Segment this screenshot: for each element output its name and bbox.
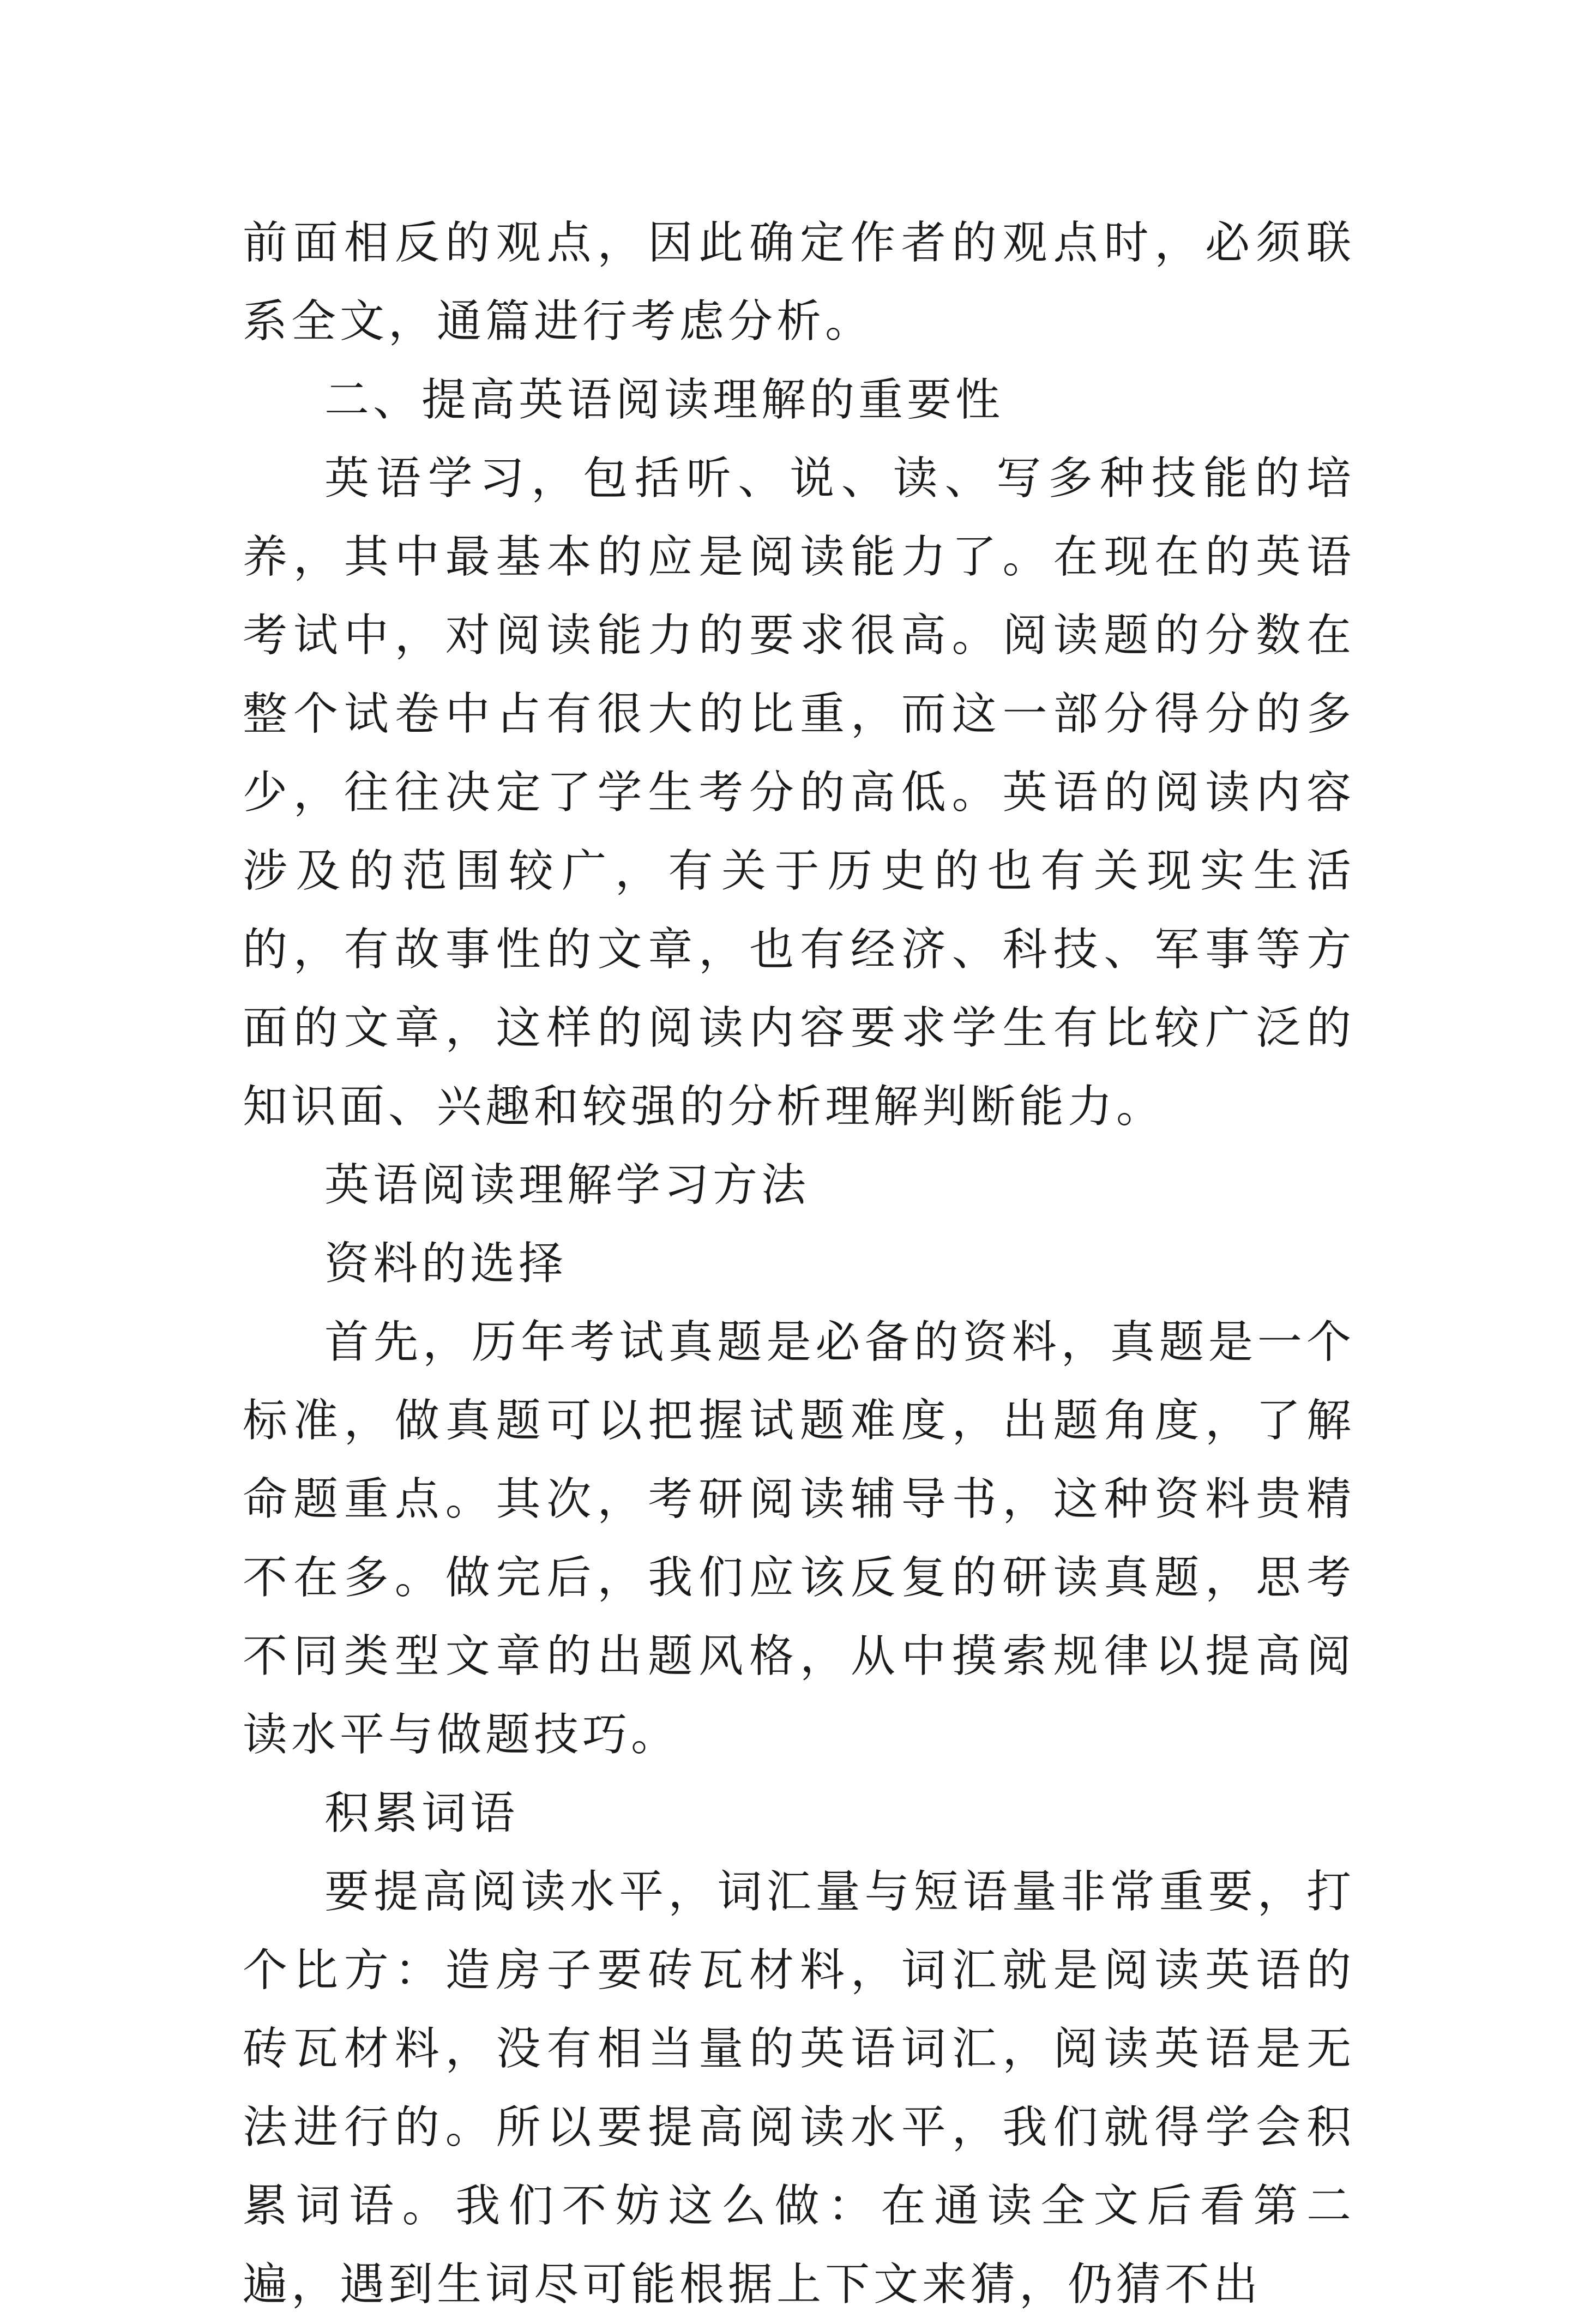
paragraph-importance: 英语学习，包括听、说、读、写多种技能的培养，其中最基本的应是阅读能力了。在现在的英语考试中，对阅读能力的要求很高。阅读题的分数在整个试卷中占有很大的比重，而这一部分得分的多少，往往决定了学生考分的高低。英语的阅读内容涉及的范围较广，有关于历史的也有关现实生活的，有故事性的文章，也有经济、科技、军事等方面的文章，这样的阅读内容要求学生有比较广泛的知识面、兴趣和较强的分析理解判断能力。 xyxy=(243,453,1355,1133)
paragraph-continuation: 前面相反的观点，因此确定作者的观点时，必须联系全文，通篇进行考虑分析。 xyxy=(243,217,1355,347)
document-body xyxy=(243,204,1355,2324)
section-heading-methods: 英语阅读理解学习方法 xyxy=(324,1159,810,1211)
section-heading-importance: 二、提高英语阅读理解的重要性 xyxy=(324,374,1004,426)
paragraph-materials: 首先，历年考试真题是必备的资料，真题是一个标准，做真题可以把握试题难度，出题角度，了解命题重点。其次，考研阅读辅导书，这种资料贵精不在多。做完后，我们应该反复的研读真题，思考不同类型文章的出题风格，从中摸索规律以提高阅读水平与做题技巧。 xyxy=(243,1316,1355,1761)
paragraph-vocabulary: 要提高阅读水平，词汇量与短语量非常重要，打个比方：造房子要砖瓦材料，词汇就是阅读英语的砖瓦材料，没有相当量的英语词汇，阅读英语是无法进行的。所以要提高阅读水平，我们就得学会积累词语。我们不妨这么做：在通读全文后看第二遍，遇到生词尽可能根据上下文来猜，仍猜不出 xyxy=(243,1866,1355,2310)
subheading-vocabulary: 积累词语 xyxy=(324,1787,519,1839)
subheading-materials: 资料的选择 xyxy=(324,1238,568,1290)
